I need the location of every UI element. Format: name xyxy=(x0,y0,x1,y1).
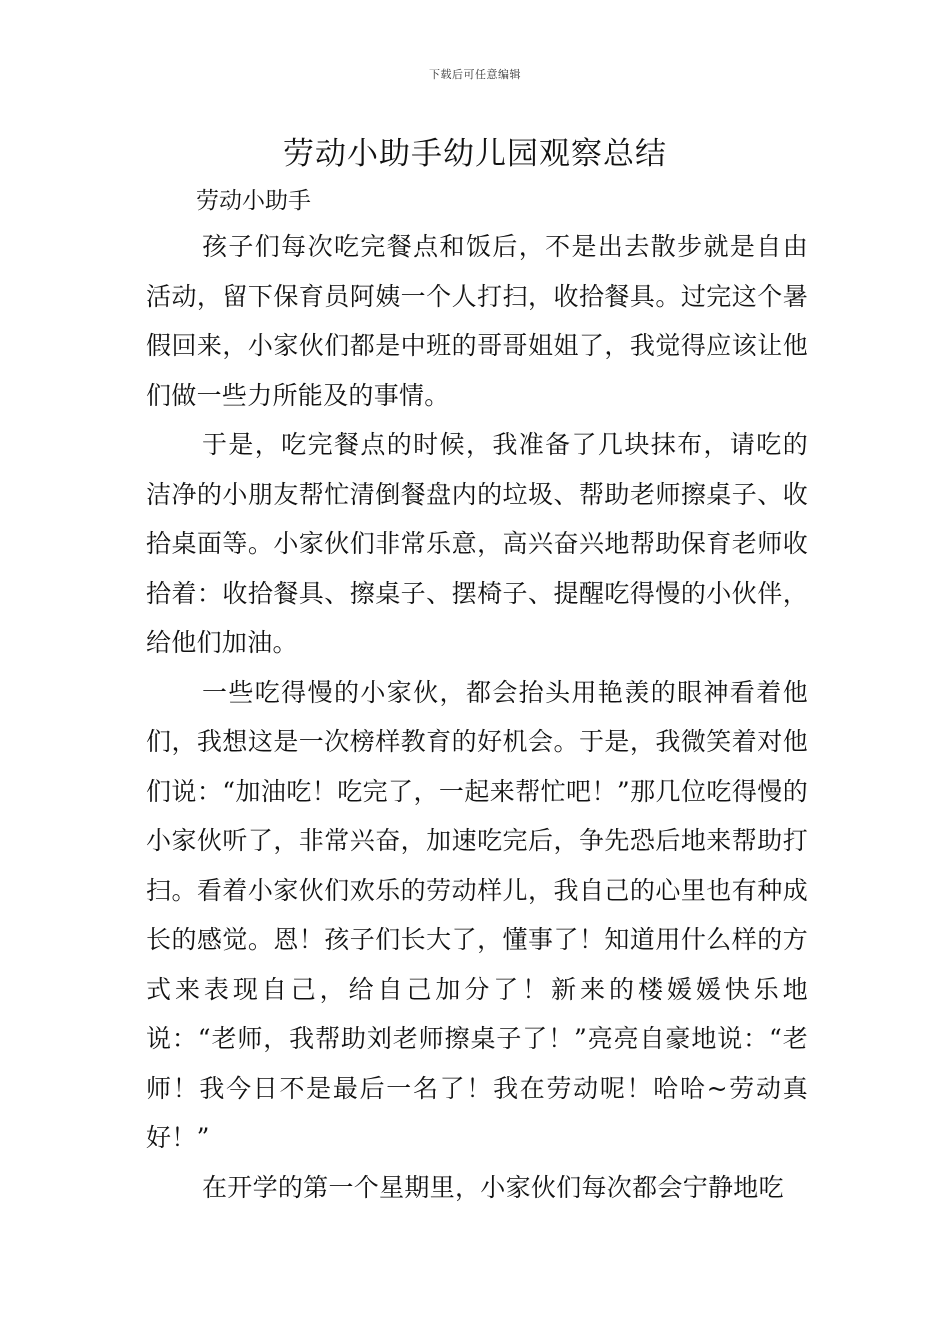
document-title: 劳动小助手幼儿园观察总结 xyxy=(283,136,667,172)
paragraph-1: 孩子们每次吃完餐点和饭后，不是出去散步就是自由活动，留下保育员阿姨一个人打扫，收拾餐具。过完这个暑假回来，小家伙们都是中班的哥哥姐姐了，我觉得应该让他们做一些力所能及的事情。 xyxy=(146,232,808,410)
paragraph-4: 在开学的第一个星期里，小家伙们每次都会宁静地吃 xyxy=(202,1172,784,1202)
document-body xyxy=(146,222,808,1212)
paragraph-3: 一些吃得慢的小家伙，都会抬头用艳羡的眼神看着他们，我想这是一次榜样教育的好机会。于是，我微笑着对他们说：“加油吃！吃完了，一起来帮忙吧！”那几位吃得慢的小家伙听了，非常兴奋，加速吃完后，争先恐后地来帮助打扫。看着小家伙们欢乐的劳动样儿，我自己的心里也有种成长的感觉。恩！孩子们长大了，懂事了！知道用什么样的方式来表现自己，给自己加分了！新来的楼媛媛快乐地说：“老师，我帮助刘老师擦桌子了！”亮亮自豪地说：“老师！我今日不是最后一名了！我在劳动呢！哈哈~劳动真好！” xyxy=(146,677,808,1152)
header-note: 下载后可任意编辑 xyxy=(429,68,521,81)
paragraph-2: 于是，吃完餐点的时候，我准备了几块抹布，请吃的洁净的小朋友帮忙清倒餐盘内的垃圾、帮助老师擦桌子、收拾桌面等。小家伙们非常乐意，高兴奋兴地帮助保育老师收拾着：收拾餐具、擦桌子、摆椅子、提醒吃得慢的小伙伴，给他们加油。 xyxy=(146,430,808,657)
document-subtitle: 劳动小助手 xyxy=(196,188,311,214)
